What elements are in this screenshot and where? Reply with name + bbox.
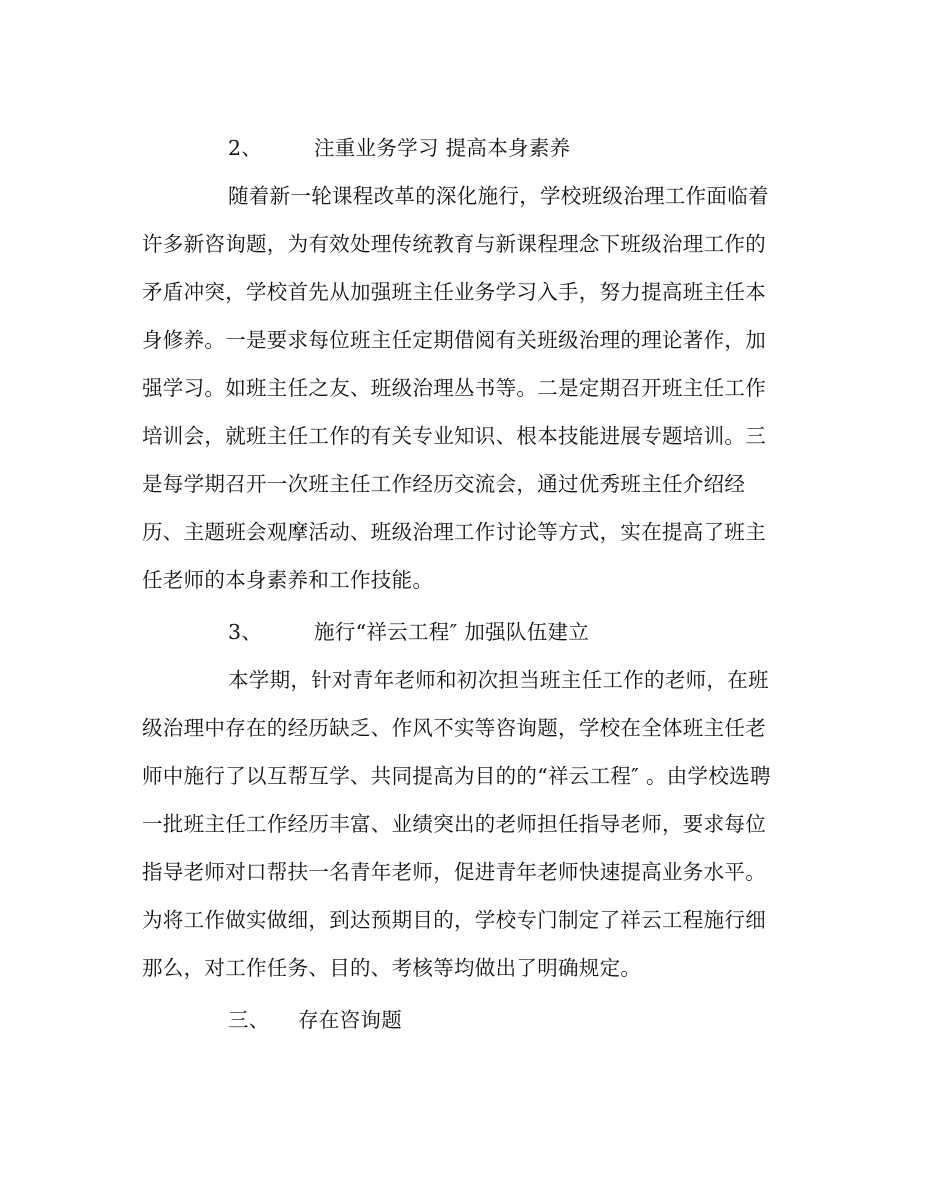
- section-2-number: 2、: [228, 136, 263, 160]
- section-iii-title: 存在咨询题: [298, 1008, 402, 1032]
- section-2-line-2: 许多新咨询题，为有效处理传统教育与新课程理念下班级治理工作的: [142, 232, 766, 256]
- section-3-line-1: 本学期，针对青年老师和初次担当班主任工作的老师，在班: [228, 668, 769, 692]
- section-2-line-7: 是每学期召开一次班主任工作经历交流会，通过优秀班主任介绍经: [142, 472, 746, 496]
- section-iii-number: 三、: [228, 1008, 270, 1032]
- section-3-title: 施行“祥云工程″ 加强队伍建立: [314, 620, 590, 644]
- section-iii-heading: [228, 1007, 402, 1033]
- section-3-line-7: 那么，对工作任务、目的、考核等均做出了明确规定。: [142, 956, 642, 980]
- section-2-line-5: 强学习。如班主任之友、班级治理丛书等。二是定期召开班主任工作: [142, 376, 766, 400]
- section-2-line-6: 培训会，就班主任工作的有关专业知识、根本技能进展专题培训。三: [142, 424, 766, 448]
- section-3-line-5: 指导老师对口帮扶一名青年老师，促进青年老师快速提高业务水平。: [142, 860, 766, 884]
- section-2-line-8: 历、主题班会观摩活动、班级治理工作讨论等方式，实在提高了班主: [142, 520, 766, 544]
- section-3-line-4: 一批班主任工作经历丰富、业绩突出的老师担任指导老师，要求每位: [142, 812, 766, 836]
- section-3-line-3: 师中施行了以互帮互学、共同提高为目的的“祥云工程″ 。由学校选聘: [142, 764, 771, 788]
- section-3-heading: [228, 619, 589, 645]
- section-2-line-9: 任老师的本身素养和工作技能。: [142, 568, 434, 592]
- section-2-title: 注重业务学习 提高本身素养: [314, 136, 571, 160]
- section-2-heading: [228, 135, 570, 161]
- section-3-number: 3、: [228, 620, 263, 644]
- section-2-line-4: 身修养。一是要求每位班主任定期借阅有关班级治理的理论著作，加: [142, 328, 766, 352]
- section-2-line-1: 随着新一轮课程改革的深化施行，学校班级治理工作面临着: [228, 184, 769, 208]
- section-2-line-3: 矛盾冲突，学校首先从加强班主任业务学习入手，努力提高班主任本: [142, 280, 766, 304]
- section-3-line-2: 级治理中存在的经历缺乏、作风不实等咨询题，学校在全体班主任老: [142, 716, 766, 740]
- section-3-line-6: 为将工作做实做细，到达预期目的，学校专门制定了祥云工程施行细: [142, 908, 766, 932]
